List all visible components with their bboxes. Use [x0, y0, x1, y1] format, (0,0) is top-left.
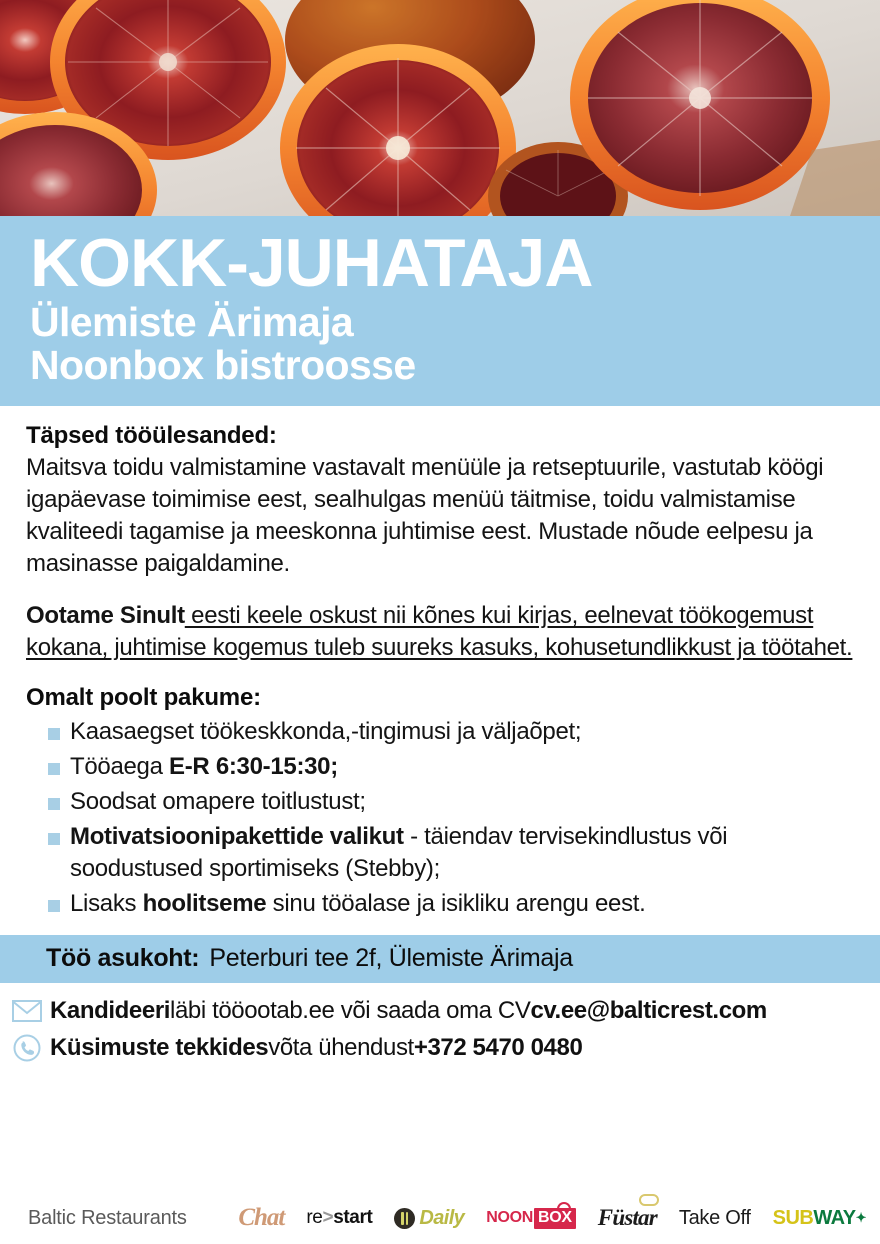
list-item [26, 786, 858, 817]
envelope-glyph [12, 1000, 42, 1022]
hero-photo-blood-oranges [0, 0, 880, 216]
restart-chevron-icon: > [322, 1207, 334, 1228]
phone-glyph [13, 1034, 41, 1062]
duties-text: Maitsva toidu valmistamine vastavalt menüüle ja retseptuurile, vastutab köögi igapäevase toimimise eest, sealhulgas menüü täitmise, toidu valmistamise kvaliteedi tagamise ja meeskonna juhtimise eest. Mustade nõude eelpesu ja masinasse paigaldamine. [26, 454, 824, 578]
item-pre: Tööaega [70, 752, 170, 780]
list-item [26, 821, 858, 883]
noonbox-logo [486, 1208, 576, 1229]
apply-email[interactable]: cv.ee@balticrest.com [530, 996, 767, 1024]
footer-brand-bar [0, 1192, 880, 1244]
location-value: Peterburi tee 2f, Ülemiste Ärimaja [209, 944, 573, 973]
expectations-text: eesti keele oskust nii kõnes kui kirjas, eelnevat töökogemust kokana, juhtimise kogemus tuleb suureks kasuks, kohusetundlikkust ja töötahet. [26, 601, 853, 661]
phone-icon [10, 1034, 44, 1062]
questions-middle: võta ühendust [268, 1033, 414, 1061]
questions-row[interactable] [10, 1034, 880, 1062]
contact-section [0, 983, 880, 1062]
daily-logo [394, 1207, 464, 1230]
location-label: Töö asukoht: [46, 944, 200, 973]
noonbox-noon: NOON [486, 1209, 533, 1226]
noonbox-box: BOX [538, 1208, 572, 1226]
offers-heading: Omalt poolt pakume: [26, 683, 261, 711]
fustar-steam-icon [639, 1194, 659, 1206]
apply-middle: läbi tööootab.ee või saada oma CV [170, 996, 531, 1024]
item-pre: Lisaks [70, 889, 143, 917]
fustar-logo [598, 1205, 657, 1231]
noonbox-handle-icon [557, 1202, 571, 1210]
list-item [26, 888, 858, 919]
blood-orange-illustration [0, 0, 880, 216]
item-bold: E-R 6:30-15:30; [169, 752, 338, 780]
subway-logo [773, 1207, 866, 1230]
restart-start: start [333, 1207, 373, 1228]
fustar-label: Füstar [597, 1205, 657, 1230]
expectations-paragraph [26, 600, 858, 664]
body-content [0, 406, 880, 919]
item-bold: hoolitseme [142, 889, 267, 917]
apply-lead: Kandideeri [50, 996, 171, 1024]
daily-label: Daily [419, 1206, 465, 1229]
expectations-lead: Ootame Sinult [26, 601, 185, 629]
item-post: sinu tööalase ja isikliku arengu eest. [266, 889, 646, 917]
duties-heading: Täpsed tööülesanded: [26, 422, 277, 450]
subway-sub: SUB [772, 1206, 814, 1229]
questions-phone[interactable]: +372 5470 0480 [413, 1033, 583, 1061]
offers-list [26, 716, 858, 919]
restart-re: re [306, 1207, 323, 1228]
item-pre: Soodsat omapere toitlustust; [70, 788, 366, 816]
chat-logo: Chat [238, 1204, 285, 1231]
daily-fork-icon [394, 1208, 415, 1229]
company-name: Baltic Restaurants [28, 1206, 187, 1229]
item-post: - täiendav tervisekindlustus või soodustused sportimiseks (Stebby); [70, 823, 728, 882]
item-bold: Motivatsioonipakettide valikut [70, 823, 404, 851]
location-band [0, 935, 880, 983]
page-title: KOKK-JUHATAJA [30, 225, 593, 301]
subway-star-icon: ✦ [855, 1210, 866, 1225]
questions-lead: Küsimuste tekkides [50, 1033, 269, 1061]
subtitle-line-2: Noonbox bistroosse [30, 342, 416, 389]
subway-way: WAY [813, 1206, 856, 1229]
page-subtitle [30, 298, 850, 389]
partner-logos [238, 1204, 866, 1232]
spacer [26, 664, 858, 684]
list-item [26, 751, 858, 782]
list-item [26, 716, 858, 747]
item-pre: Kaasaegset töökeskkonda,-tingimusi ja väljaõpet; [70, 717, 582, 745]
noonbox-box-badge [534, 1208, 576, 1229]
spacer [26, 580, 858, 600]
restart-logo [306, 1207, 372, 1229]
envelope-icon [10, 997, 44, 1025]
apply-row[interactable] [10, 997, 880, 1025]
title-band [0, 216, 880, 406]
takeoff-logo: Take Off [678, 1206, 751, 1229]
subtitle-line-1: Ülemiste Ärimaja [30, 298, 354, 345]
